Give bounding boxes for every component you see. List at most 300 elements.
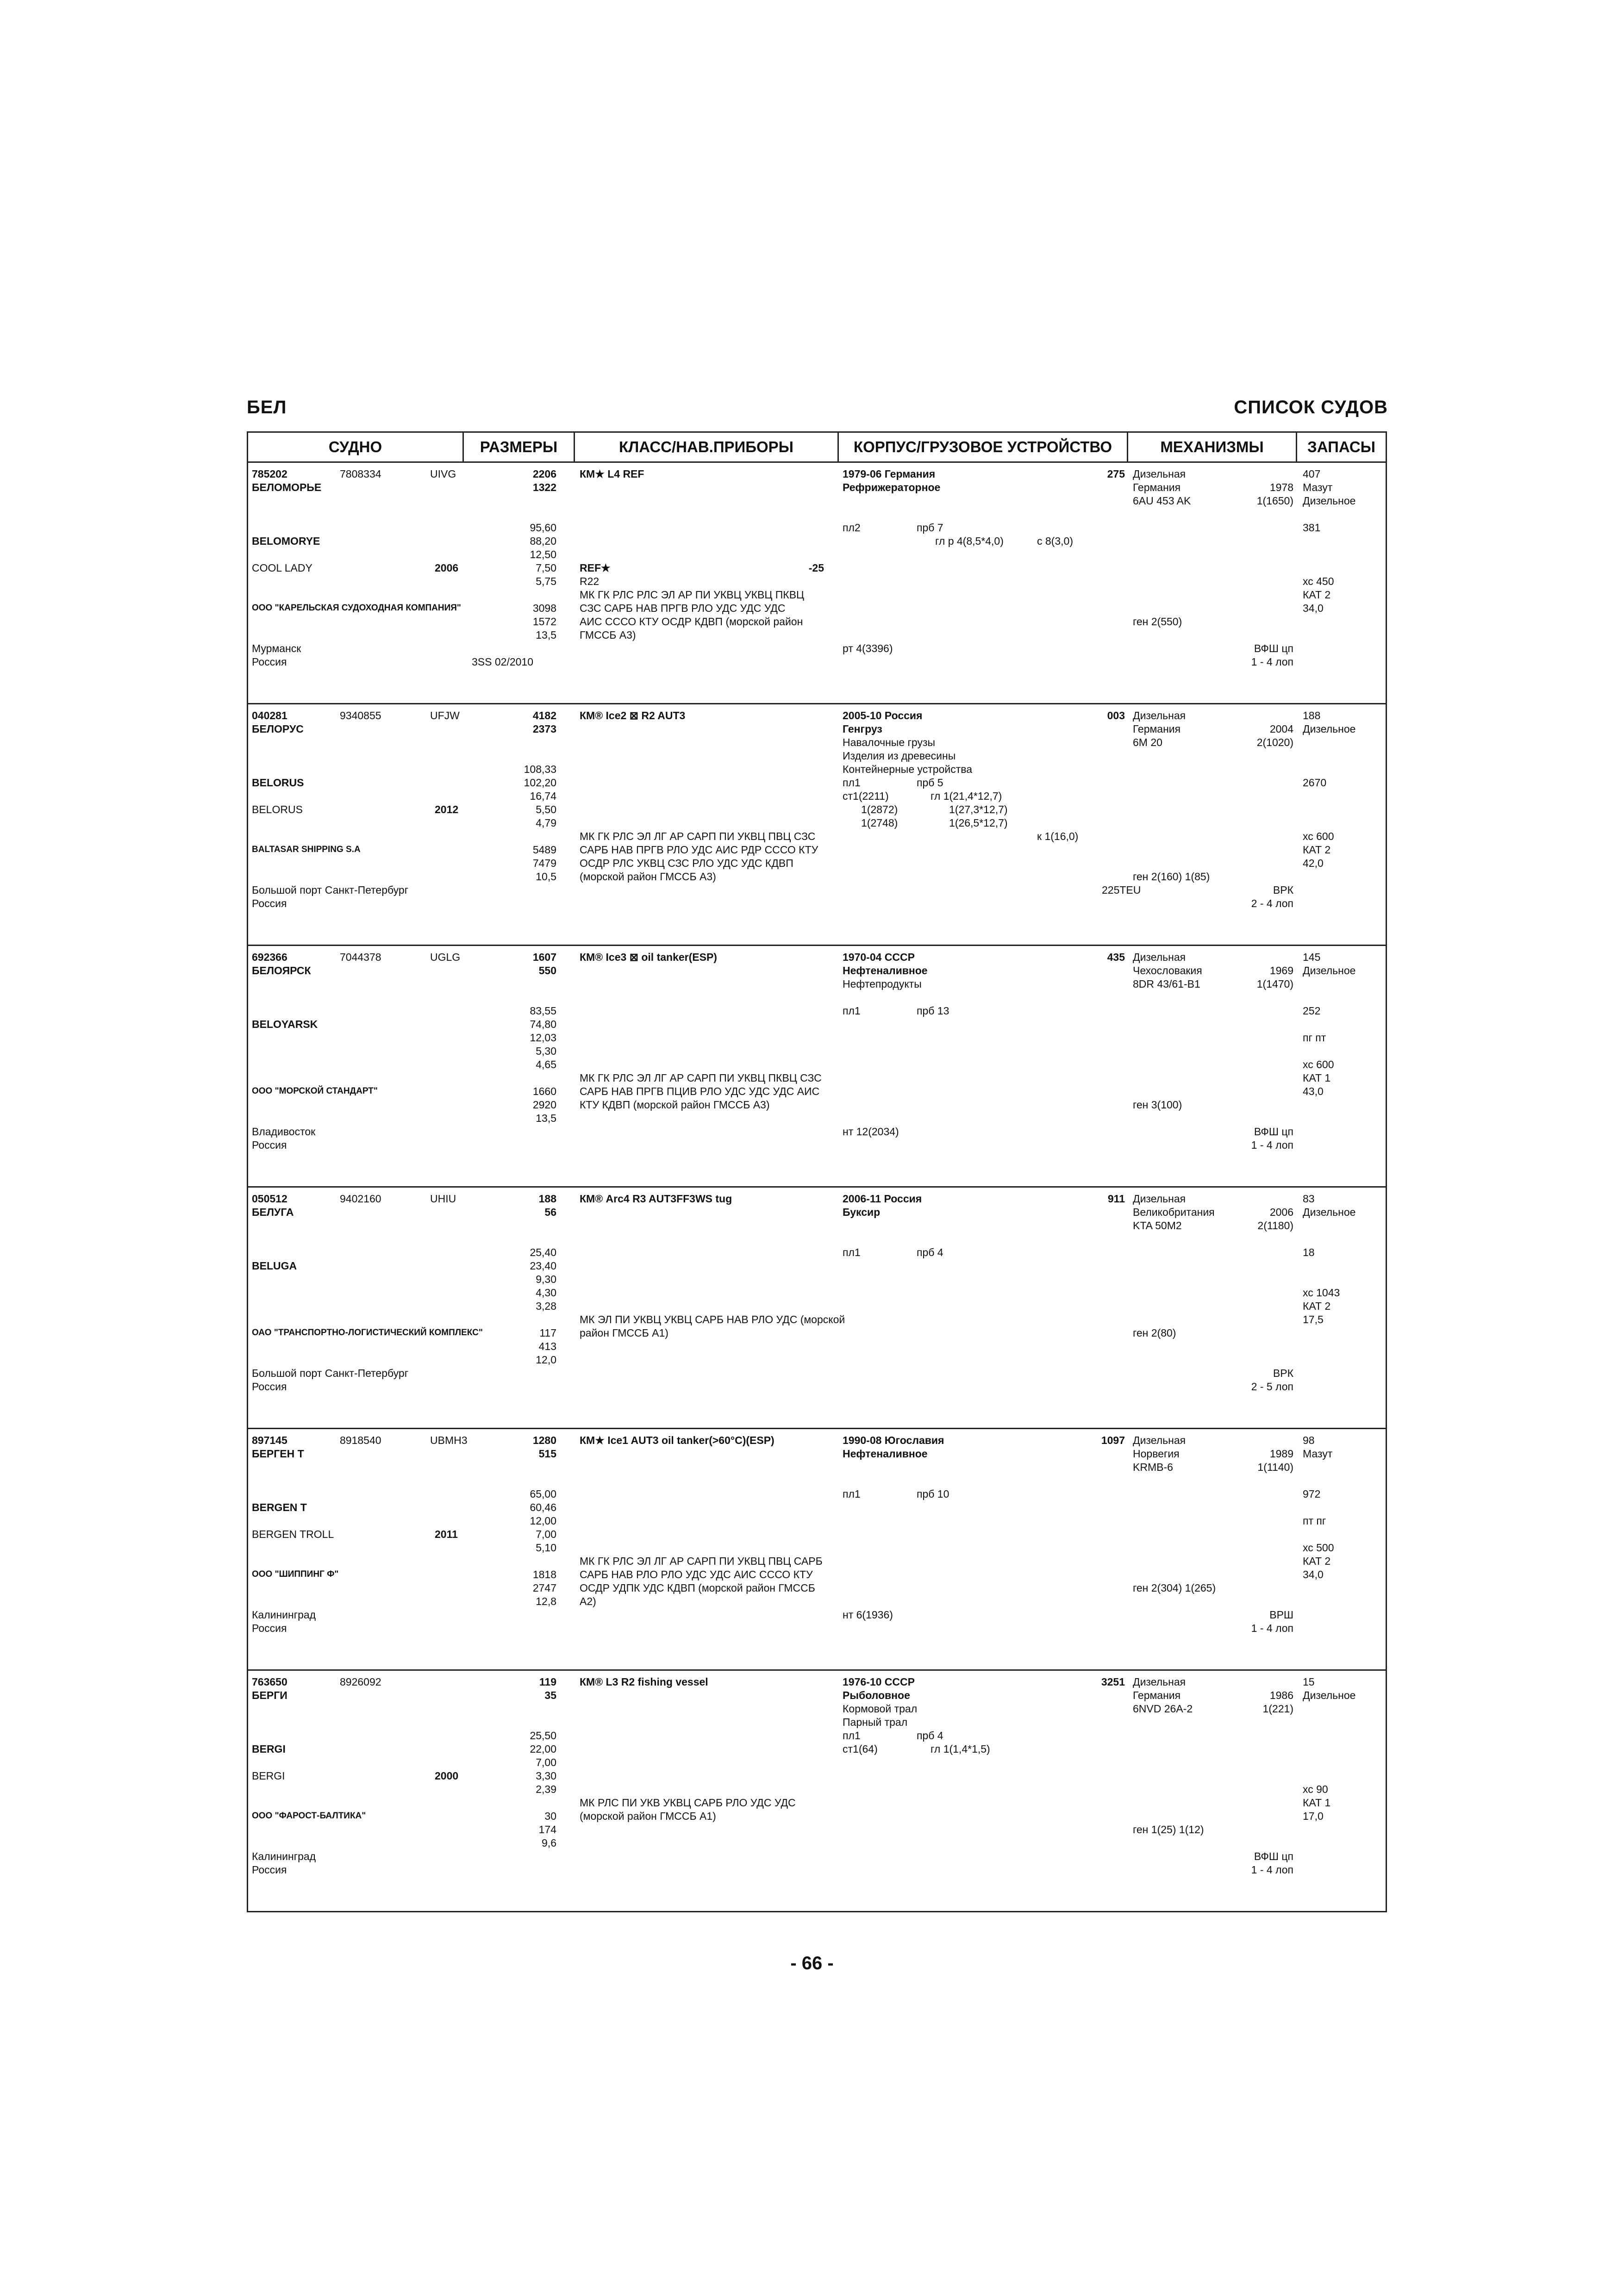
dimension-value: 12,0: [536, 1354, 556, 1366]
dimension-value: 56: [544, 1206, 556, 1218]
engine-year: 1969: [1269, 964, 1293, 977]
fuel-stock: 145: [1303, 951, 1321, 963]
flag-country: Россия: [252, 897, 287, 909]
stock-item: 34,0: [1303, 1568, 1324, 1580]
propeller-type: ВРК: [1273, 884, 1293, 896]
dimension-value: 1322: [532, 481, 556, 493]
stock-item: КАТ 2: [1303, 844, 1331, 856]
flag-country: Россия: [252, 1139, 287, 1151]
nav-equipment-line: САРБ НАВ ПРГВ ПЦИВ РЛО УДС УДС УДС АИС: [580, 1085, 820, 1097]
imo-number: 7044378: [340, 951, 381, 963]
ship-record: [248, 1188, 1387, 1428]
propeller-type: ВФШ цп: [1254, 642, 1293, 654]
ship-name-lat: BELORUS: [252, 777, 304, 789]
stock-item: хс 600: [1303, 830, 1334, 842]
dimension-value: 102,20: [524, 777, 556, 789]
nav-equipment-line: ГМССБ А3): [580, 629, 636, 641]
dimension-value: 2206: [532, 468, 556, 480]
engine-info-line: Дизельная: [1133, 1434, 1186, 1446]
dimension-value: 25,40: [530, 1246, 556, 1258]
engine-info-line: Норвегия: [1133, 1448, 1180, 1460]
class-notation: КМ★ Ice1 AUT3 oil tanker(>60°C)(ESP): [580, 1434, 775, 1446]
nav-equipment-line: САРБ НАВ ПРГВ РЛО УДС АИС РДР СССО КТУ: [580, 844, 818, 856]
section-code: БЕЛ: [247, 397, 287, 417]
dimension-value: 4,79: [536, 817, 556, 829]
propeller-type: ВФШ цп: [1254, 1126, 1293, 1138]
dimension-value: 3,30: [536, 1770, 556, 1782]
refrigerant: R22: [580, 575, 600, 587]
ship-name-ru: БЕРГЕН Т: [252, 1448, 304, 1460]
dimension-value: 174: [538, 1823, 556, 1836]
engine-year: 2004: [1269, 723, 1293, 735]
fuel-stock: 83: [1303, 1193, 1315, 1205]
stock-item: хс 1043: [1303, 1287, 1340, 1299]
propeller-blades: 1 - 4 лоп: [1251, 656, 1293, 668]
flag-country: Россия: [252, 1864, 287, 1876]
home-port: Владивосток: [252, 1126, 316, 1138]
hull-info-line: Нефтеналивное: [843, 1448, 928, 1460]
stock-item: КАТ 2: [1303, 1300, 1331, 1312]
former-name: BERGEN TROLL: [252, 1528, 334, 1540]
engine-power: 1(1470): [1256, 978, 1293, 990]
generator-info: ген 2(160) 1(85): [1133, 871, 1210, 883]
class-notation: КМ★ L4 REF: [580, 468, 644, 480]
owner-name: ООО "КАРЕЛЬСКАЯ СУДОХОДНАЯ КОМПАНИЯ": [252, 603, 461, 613]
engine-power: 1(221): [1262, 1703, 1293, 1715]
stock-item: 2670: [1303, 777, 1327, 789]
hull-number: 275: [1107, 468, 1125, 480]
ship-record: [248, 463, 1387, 703]
cargo-extra: нт 6(1936): [843, 1609, 893, 1621]
stock-item: КАТ 1: [1303, 1072, 1331, 1084]
hull-info-line: Навалочные грузы: [843, 736, 936, 748]
ship-entry-cell: [248, 462, 1387, 704]
call-sign: UHIU: [430, 1193, 456, 1205]
cargo-extra: нт 12(2034): [843, 1126, 899, 1138]
call-sign: UFJW: [430, 709, 460, 722]
fuel-stock: Мазут: [1303, 1448, 1333, 1460]
hull-info-line: 1990-08 Югославия: [843, 1434, 944, 1446]
cargo-gear-item: пл1: [843, 777, 861, 789]
ship-record: [248, 1671, 1387, 1911]
ship-entry-cell: [248, 946, 1387, 1187]
ship-entry: [248, 704, 1387, 946]
cargo-gear-item: пл2: [843, 522, 861, 534]
engine-info-line: KRMB-6: [1133, 1461, 1173, 1473]
dimension-value: 9,6: [542, 1837, 556, 1849]
dimension-value: 13,5: [536, 1112, 556, 1124]
dimension-value: 119: [539, 1676, 556, 1688]
stock-item: пт пг: [1303, 1515, 1326, 1527]
flag-country: Россия: [252, 1381, 287, 1393]
fuel-stock: Дизельное: [1303, 495, 1356, 507]
engine-info-line: 6M 20: [1133, 736, 1162, 748]
ship-entry-cell: [248, 1429, 1387, 1670]
column-header: КОРПУС/ГРУЗОВОЕ УСТРОЙСТВО: [838, 432, 1128, 462]
stock-item: КАТ 2: [1303, 589, 1331, 601]
column-header-row: [248, 432, 1387, 462]
ship-entry: [248, 462, 1387, 704]
ship-entry: [248, 1187, 1387, 1429]
nav-equipment-line: ОСДР РЛС УКВЦ СЗС РЛО УДС УДС КДВП: [580, 857, 793, 869]
nav-equipment-line: СЗС САРБ НАВ ПРГВ РЛО УДС УДС УДС: [580, 602, 786, 614]
ship-record: [248, 704, 1387, 945]
dimension-value: 22,00: [530, 1743, 556, 1755]
owner-name: ООО "ШИППИНГ Ф": [252, 1569, 339, 1579]
class-notation: КМ® Arc4 R3 AUT3FF3WS tug: [580, 1193, 732, 1205]
ship-register-table: [247, 431, 1387, 1912]
stock-item: хс 600: [1303, 1058, 1334, 1070]
engine-power: 2(1180): [1257, 1220, 1293, 1232]
cargo-gear-item: прб 13: [917, 1005, 949, 1017]
imo-number: 9340855: [340, 709, 381, 722]
engine-year: 1978: [1269, 481, 1293, 493]
column-header: ЗАПАСЫ: [1297, 432, 1387, 462]
dimension-value: 5,50: [536, 803, 556, 815]
dimension-value: 4,30: [536, 1287, 556, 1299]
nav-equipment-line: АИС СССО КТУ ОСДР КДВП (морской район: [580, 616, 803, 628]
hull-info-line: 1976-10 СССР: [843, 1676, 915, 1688]
cargo-gear-item: к 1(16,0): [1037, 830, 1079, 842]
dimension-value: 83,55: [530, 1005, 556, 1017]
hull-number: 3251: [1101, 1676, 1125, 1688]
ship-name-lat: BELOMORYE: [252, 535, 320, 547]
stock-item: 252: [1303, 1005, 1321, 1017]
propeller-blades: 1 - 4 лоп: [1251, 1139, 1293, 1151]
home-port: Калининград: [252, 1850, 316, 1862]
engine-info-line: Германия: [1133, 1689, 1181, 1701]
propeller-blades: 2 - 4 лоп: [1251, 897, 1293, 909]
hull-info-line: 2005-10 Россия: [843, 709, 923, 722]
engine-info-line: 6AU 453 AK: [1133, 495, 1191, 507]
ship-name-lat: BELOYARSK: [252, 1018, 318, 1030]
flag-country: Россия: [252, 1622, 287, 1634]
generator-info: ген 2(304) 1(265): [1133, 1582, 1216, 1594]
dimension-value: 88,20: [530, 535, 556, 547]
column-header: МЕХАНИЗМЫ: [1128, 432, 1297, 462]
nav-equipment-line: ОСДР УДПК УДС КДВП (морской район ГМССБ: [580, 1582, 815, 1594]
cargo-gear-item: 1(27,3*12,7): [949, 803, 1008, 815]
engine-info-line: 6NVD 26A-2: [1133, 1703, 1193, 1715]
fuel-stock: Дизельное: [1303, 1206, 1356, 1218]
engine-info-line: Германия: [1133, 723, 1181, 735]
engine-power: 1(1650): [1256, 495, 1293, 507]
hull-info-line: Парный трал: [843, 1716, 908, 1728]
call-sign: UIVG: [430, 468, 456, 480]
dimension-value: 2373: [532, 723, 556, 735]
cargo-gear-item: пл1: [843, 1730, 861, 1742]
fuel-stock: 407: [1303, 468, 1321, 480]
imo-number: 8918540: [340, 1434, 381, 1446]
engine-year: 1986: [1269, 1689, 1293, 1701]
dimension-value: 1572: [532, 616, 556, 628]
hull-info-line: Рыболовное: [843, 1689, 910, 1701]
engine-power: 1(1140): [1257, 1461, 1293, 1473]
propeller-blades: 1 - 4 лоп: [1251, 1622, 1293, 1634]
column-header: КЛАСС/НАВ.ПРИБОРЫ: [575, 432, 838, 462]
propeller-type: ВРК: [1273, 1367, 1293, 1379]
stock-item: 381: [1303, 522, 1321, 534]
dimension-value: 515: [538, 1448, 556, 1460]
cargo-gear-item: прб 7: [917, 522, 943, 534]
ship-name-ru: БЕЛОМОРЬЕ: [252, 481, 322, 493]
class-notation: КМ® L3 R2 fishing vessel: [580, 1676, 708, 1688]
fuel-stock: 15: [1303, 1676, 1315, 1688]
former-name-year: 2000: [435, 1770, 459, 1782]
imo-number: 9402160: [340, 1193, 381, 1205]
stock-item: 17,0: [1303, 1810, 1324, 1822]
ship-entry-cell: [248, 1187, 1387, 1429]
nav-equipment-line: (морской район ГМССБ А1): [580, 1810, 716, 1822]
ship-entry-cell: [248, 1670, 1387, 1912]
call-sign: UBMH3: [430, 1434, 468, 1446]
column-header: СУДНО: [248, 432, 463, 462]
fuel-stock: 188: [1303, 709, 1321, 722]
cargo-gear-item: гл 1(1,4*1,5): [931, 1743, 990, 1755]
owner-name: ООО "МОРСКОЙ СТАНДАРТ": [252, 1086, 378, 1096]
nav-equipment-line: район ГМССБ А1): [580, 1327, 668, 1339]
dimension-value: 1818: [532, 1568, 556, 1580]
nav-equipment-line: А2): [580, 1595, 596, 1607]
home-port: Мурманск: [252, 642, 301, 654]
cargo-gear-item: ст1(64): [843, 1743, 878, 1755]
engine-year: 2006: [1269, 1206, 1293, 1218]
nav-equipment-line: МК ГК РЛС ЭЛ ЛГ АР САРП ПИ УКВЦ ПВЦ СЗС: [580, 830, 816, 842]
ship-name-lat: BERGEN T: [252, 1501, 307, 1513]
imo-number: 8926092: [340, 1676, 381, 1688]
engine-info-line: Великобритания: [1133, 1206, 1215, 1218]
cargo-gear-item: ст1(2211): [843, 790, 889, 802]
reg-number: 692366: [252, 951, 287, 963]
fuel-stock: Дизельное: [1303, 964, 1356, 977]
dimension-value: 7479: [532, 857, 556, 869]
dimension-value: 5,10: [536, 1542, 556, 1554]
dimension-value: 188: [538, 1193, 556, 1205]
stock-item: 972: [1303, 1488, 1321, 1500]
ship-record: [248, 946, 1387, 1186]
dimension-value: 7,50: [536, 562, 556, 574]
column-header: РАЗМЕРЫ: [463, 432, 575, 462]
cargo-gear-item: пл1: [843, 1246, 861, 1258]
hull-info-line: Нефтеналивное: [843, 964, 928, 977]
generator-info: ген 2(550): [1133, 616, 1182, 628]
dimension-value: 3,28: [536, 1300, 556, 1312]
hull-info-line: Генгруз: [843, 723, 882, 735]
engine-info-line: Чехословакия: [1133, 964, 1202, 977]
cargo-gear-item: пл1: [843, 1488, 861, 1500]
hull-info-line: Буксир: [843, 1206, 881, 1218]
fuel-stock: Дизельное: [1303, 723, 1356, 735]
hull-number: 1097: [1101, 1434, 1125, 1446]
dimension-value: 12,8: [536, 1595, 556, 1607]
reg-number: 785202: [252, 468, 287, 480]
stock-item: хс 500: [1303, 1542, 1334, 1554]
former-name: BERGI: [252, 1770, 285, 1782]
fuel-stock: 98: [1303, 1434, 1315, 1446]
hull-info-line: Нефтепродукты: [843, 978, 922, 990]
dimension-value: 7,00: [536, 1528, 556, 1540]
engine-info-line: Дизельная: [1133, 468, 1186, 480]
refrigeration-temp: -25: [808, 562, 824, 574]
engine-info-line: Дизельная: [1133, 1676, 1186, 1688]
ship-entry: [248, 1429, 1387, 1670]
nav-equipment-line: (морской район ГМССБ А3): [580, 871, 716, 883]
hull-info-line: 1979-06 Германия: [843, 468, 936, 480]
engine-info-line: KTA 50M2: [1133, 1220, 1182, 1232]
hull-info-line: Контейнерные устройства: [843, 763, 972, 775]
cargo-gear-item: пл1: [843, 1005, 861, 1017]
dimension-value: 5,30: [536, 1045, 556, 1057]
cargo-gear-item: гл р 4(8,5*4,0): [935, 535, 1004, 547]
owner-name: ОАО "ТРАНСПОРТНО-ЛОГИСТИЧЕСКИЙ КОМПЛЕКС": [252, 1328, 483, 1338]
dimension-value: 12,50: [530, 548, 556, 560]
refrigeration-class: REF★: [580, 562, 611, 574]
cargo-gear-item: прб 10: [917, 1488, 949, 1500]
dimension-value: 1280: [532, 1434, 556, 1446]
flag-country: Россия: [252, 656, 287, 668]
former-name: COOL LADY: [252, 562, 312, 574]
survey-note: 3SS 02/2010: [472, 656, 534, 668]
engine-info-line: Дизельная: [1133, 951, 1186, 963]
class-notation: КМ® Ice3 ⊠ oil tanker(ESP): [580, 951, 717, 963]
dimension-value: 30: [544, 1810, 556, 1822]
propeller-blades: 2 - 5 лоп: [1251, 1381, 1293, 1393]
dimension-value: 550: [538, 964, 556, 977]
stock-item: КАТ 2: [1303, 1555, 1331, 1567]
stock-item: хс 450: [1303, 575, 1334, 587]
stock-item: пг пт: [1303, 1032, 1326, 1044]
former-name-year: 2006: [435, 562, 459, 574]
dimension-value: 35: [544, 1689, 556, 1701]
dimension-value: 117: [539, 1327, 556, 1339]
nav-equipment-line: МК ГК РЛС ЭЛ ЛГ АР САРП ПИ УКВЦ ПКВЦ СЗС: [580, 1072, 822, 1084]
ship-name-ru: БЕРГИ: [252, 1689, 287, 1701]
dimension-value: 16,74: [530, 790, 556, 802]
dimension-value: 2920: [532, 1099, 556, 1111]
reg-number: 897145: [252, 1434, 287, 1446]
cargo-gear-item: 1(2872): [861, 803, 898, 815]
cargo-gear-item: прб 4: [917, 1730, 943, 1742]
fuel-stock: Дизельное: [1303, 1689, 1356, 1701]
dimension-value: 5489: [532, 844, 556, 856]
dimension-value: 10,5: [536, 871, 556, 883]
stock-item: 17,5: [1303, 1313, 1324, 1325]
owner-name: BALTASAR SHIPPING S.A: [252, 845, 361, 854]
nav-equipment-line: МК РЛС ПИ УКВ УКВЦ САРБ РЛО УДС УДС: [580, 1797, 796, 1809]
dimension-value: 2,39: [536, 1783, 556, 1795]
ship-name-lat: BERGI: [252, 1743, 286, 1755]
document-title: СПИСОК СУДОВ: [1234, 397, 1388, 417]
call-sign: UGLG: [430, 951, 461, 963]
propeller-blades: 1 - 4 лоп: [1251, 1864, 1293, 1876]
hull-info-line: 1970-04 СССР: [843, 951, 915, 963]
engine-year: 1989: [1269, 1448, 1293, 1460]
dimension-value: 23,40: [530, 1260, 556, 1272]
stock-item: КАТ 1: [1303, 1797, 1331, 1809]
dimension-value: 108,33: [524, 763, 556, 775]
cargo-gear-item: гл 1(21,4*12,7): [931, 790, 1002, 802]
propeller-type: ВФШ цп: [1254, 1850, 1293, 1862]
cargo-extra: 225TEU: [1102, 884, 1141, 896]
class-notation: КМ® Ice2 ⊠ R2 AUT3: [580, 709, 686, 722]
generator-info: ген 1(25) 1(12): [1133, 1823, 1204, 1836]
ship-name-ru: БЕЛУГА: [252, 1206, 294, 1218]
generator-info: ген 2(80): [1133, 1327, 1176, 1339]
dimension-value: 25,50: [530, 1730, 556, 1742]
nav-equipment-line: САРБ НАВ РЛО РЛО УДС УДС АИС СССО КТУ: [580, 1568, 813, 1580]
dimension-value: 5,75: [536, 575, 556, 587]
hull-number: 003: [1107, 709, 1125, 722]
hull-info-line: 2006-11 Россия: [843, 1193, 922, 1205]
stock-item: 18: [1303, 1246, 1315, 1258]
page-number: - 66 -: [790, 1953, 834, 1973]
cargo-gear-item: 1(26,5*12,7): [949, 817, 1008, 829]
dimension-value: 3098: [532, 602, 556, 614]
cargo-gear-item: прб 4: [917, 1246, 943, 1258]
dimension-value: 95,60: [530, 522, 556, 534]
dimension-value: 413: [538, 1340, 556, 1352]
cargo-extra: рт 4(3396): [843, 642, 893, 654]
ship-entry: [248, 1670, 1387, 1912]
dimension-value: 12,00: [530, 1515, 556, 1527]
ship-entry-cell: [248, 704, 1387, 946]
home-port: Большой порт Санкт-Петербург: [252, 884, 409, 896]
hull-number: 911: [1107, 1193, 1125, 1205]
dimension-value: 12,03: [530, 1032, 556, 1044]
ship-record: [248, 1429, 1387, 1669]
hull-number: 435: [1107, 951, 1125, 963]
dimension-value: 9,30: [536, 1273, 556, 1285]
engine-power: 2(1020): [1256, 736, 1293, 748]
former-name-year: 2011: [435, 1528, 458, 1540]
propeller-type: ВРШ: [1269, 1609, 1293, 1621]
imo-number: 7808334: [340, 468, 381, 480]
ship-entry: [248, 946, 1387, 1187]
stock-item: 42,0: [1303, 857, 1324, 869]
cargo-gear-item: с 8(3,0): [1037, 535, 1073, 547]
stock-item: хс 90: [1303, 1783, 1328, 1795]
dimension-value: 2747: [532, 1582, 556, 1594]
nav-equipment-line: МК ГК РЛС ЭЛ ЛГ АР САРП ПИ УКВЦ ПВЦ САРБ: [580, 1555, 823, 1567]
reg-number: 763650: [252, 1676, 287, 1688]
fuel-stock: Мазут: [1303, 481, 1333, 493]
former-name-year: 2012: [435, 803, 459, 815]
engine-info-line: Германия: [1133, 481, 1181, 493]
reg-number: 040281: [252, 709, 287, 722]
ship-name-ru: БЕЛОРУС: [252, 723, 304, 735]
dimension-value: 4182: [532, 709, 556, 722]
home-port: Калининград: [252, 1609, 316, 1621]
ship-name-ru: БЕЛОЯРСК: [252, 964, 311, 977]
nav-equipment-line: МК ГК РЛС РЛС ЭЛ АР ПИ УКВЦ УКВЦ ПКВЦ: [580, 589, 805, 601]
dimension-value: 74,80: [530, 1018, 556, 1030]
dimension-value: 1607: [532, 951, 556, 963]
hull-info-line: Кормовой трал: [843, 1703, 918, 1715]
dimension-value: 1660: [532, 1085, 556, 1097]
dimension-value: 7,00: [536, 1756, 556, 1768]
reg-number: 050512: [252, 1193, 287, 1205]
ship-name-lat: BELUGA: [252, 1260, 297, 1272]
engine-info-line: 8DR 43/61-B1: [1133, 978, 1200, 990]
stock-item: 43,0: [1303, 1085, 1324, 1097]
owner-name: ООО "ФАРОСТ-БАЛТИКА": [252, 1811, 366, 1821]
home-port: Большой порт Санкт-Петербург: [252, 1367, 409, 1379]
cargo-gear-item: 1(2748): [861, 817, 898, 829]
hull-info-line: Изделия из древесины: [843, 750, 956, 762]
stock-item: 34,0: [1303, 602, 1324, 614]
engine-info-line: Дизельная: [1133, 1193, 1186, 1205]
nav-equipment-line: КТУ КДВП (морской район ГМССБ А3): [580, 1099, 770, 1111]
